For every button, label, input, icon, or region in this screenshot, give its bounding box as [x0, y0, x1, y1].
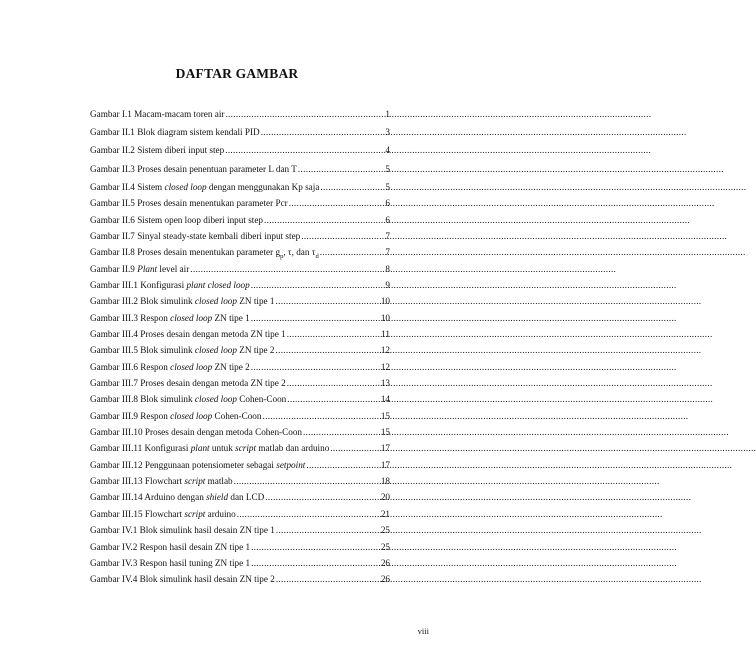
figure-entry-page: 9 [385, 279, 390, 290]
figure-entry [90, 196, 390, 210]
figure-entry-page: 21 [380, 508, 390, 519]
figure-entry-label: Gambar III.8 Blok simulink closed loop Cohen-Coon [90, 394, 287, 405]
dot-leader [190, 262, 384, 276]
dot-leader [265, 490, 380, 504]
figure-entry [90, 376, 390, 390]
figure-entry-page: 17 [380, 443, 390, 454]
figure-entry [90, 507, 390, 521]
figure-entry [90, 311, 390, 325]
figure-entry-page: 15 [380, 410, 390, 421]
dot-leader [287, 327, 380, 341]
figure-entry [90, 458, 390, 472]
figure-entry-label: Gambar III.4 Proses desain dengan metoda ZN tipe 1 [90, 328, 286, 339]
figure-entry-label: Gambar IV.1 Blok simulink hasil desain ZN tipe 1 [90, 525, 275, 536]
figure-entry [90, 490, 390, 504]
figure-entry-page: 11 [381, 328, 390, 339]
figure-entry-page: 15 [380, 427, 390, 438]
dot-leader [301, 229, 384, 243]
figure-entry [90, 572, 390, 586]
figure-entry-label: Gambar IV.4 Blok simulink hasil desain ZN tipe 2 [90, 574, 275, 585]
figure-entry [90, 409, 390, 423]
dot-leader [237, 507, 380, 521]
dot-leader [276, 294, 380, 308]
figure-entry-page: 7 [385, 247, 390, 258]
figure-entry [90, 229, 390, 243]
figure-entry-page: 26 [380, 557, 390, 568]
dot-leader [320, 180, 384, 194]
figure-entry-label: Gambar II.3 Proses desain penentuan parameter L dan T [90, 163, 297, 174]
figure-entry-label: Gambar IV.3 Respon hasil tuning ZN tipe 1 [90, 557, 251, 568]
figure-entry [90, 262, 390, 276]
figure-entry-page: 25 [380, 525, 390, 536]
figure-entry-page: 4 [385, 145, 390, 156]
dot-leader [276, 523, 380, 537]
figure-entry-label: Gambar III.1 Konfigurasi plant closed loop [90, 279, 250, 290]
figure-entry-label: Gambar II.6 Sistem open loop diberi input step [90, 214, 264, 225]
dot-leader [287, 376, 380, 390]
figure-entry-page: 10 [380, 296, 390, 307]
figure-entry-label: Gambar II.1 Blok diagram sistem kendali PID [90, 127, 260, 138]
figure-entry-page: 12 [380, 345, 390, 356]
figure-entry [90, 360, 390, 374]
figure-entry-label: Gambar III.9 Respon closed loop Cohen-Coon [90, 410, 262, 421]
figure-entry-page: 26 [380, 574, 390, 585]
figure-entry-page: 18 [380, 476, 390, 487]
figure-entry-page: 25 [380, 541, 390, 552]
figure-entry-page: 1 [385, 109, 390, 119]
figure-entry [90, 343, 390, 357]
dot-leader [330, 441, 380, 455]
figure-entry [90, 392, 390, 406]
figure-entry [90, 294, 390, 308]
dot-leader [225, 107, 384, 121]
dot-leader [276, 343, 380, 357]
figure-entry [90, 425, 390, 439]
figure-entry [90, 474, 390, 488]
figure-entry-label: Gambar III.5 Blok simulink closed loop ZN tipe 2 [90, 345, 275, 356]
figure-entry-label: Gambar IV.2 Respon hasil desain ZN tipe 1 [90, 541, 251, 552]
figure-entry-page: 6 [385, 214, 390, 225]
figure-entry-page: 7 [385, 230, 390, 241]
figure-entry-page: 3 [385, 127, 390, 138]
figure-entry-label: Gambar II.9 Plant level air [90, 263, 190, 274]
figure-entry-page: 12 [380, 361, 390, 372]
page-number: viii [417, 626, 429, 636]
dot-leader [276, 572, 380, 586]
figure-entry [90, 327, 390, 341]
figure-entry-page: 8 [385, 263, 390, 274]
dot-leader [303, 425, 380, 439]
dot-leader [264, 213, 384, 227]
figure-entry-label: Gambar II.2 Sistem diberi input step [90, 145, 225, 156]
figure-entry [90, 523, 390, 537]
figure-entry-label: Gambar III.3 Respon closed loop ZN tipe 1 [90, 312, 250, 323]
figure-entry [90, 245, 390, 259]
figure-entry-label: Gambar III.14 Arduino dengan shield dan LCD [90, 492, 265, 503]
figure-entry-page: 17 [380, 459, 390, 470]
figure-entry-label: Gambar II.7 Sinyal steady-state kembali diberi input step [90, 230, 301, 241]
dot-leader [289, 196, 385, 210]
figure-entry-page: 14 [380, 394, 390, 405]
figure-entry [90, 441, 390, 455]
figure-entry-label: Gambar II.5 Proses desain menentukan parameter Pcr [90, 198, 288, 209]
figure-entry-page: 10 [380, 312, 390, 323]
figure-entry-page: 6 [385, 198, 390, 209]
page-title: DAFTAR GAMBAR [175, 66, 299, 81]
figure-entry-label: Gambar III.2 Blok simulink closed loop ZN tipe 1 [90, 296, 275, 307]
figure-entry-label: Gambar II.8 Proses desain menentukan parameter $g_p$, τ, dan $\tau_d$ [90, 247, 319, 261]
figure-entry [90, 143, 390, 157]
figure-entry-label: Gambar III.6 Respon closed loop ZN tipe 2 [90, 361, 250, 372]
dot-leader [234, 474, 380, 488]
dot-leader [251, 311, 380, 325]
figure-entry-label: Gambar III.10 Proses desain dengan metoda Cohen-Coon [90, 427, 303, 438]
figure-entry-page: 13 [380, 378, 390, 388]
figure-entry-page: 5 [385, 181, 390, 192]
dot-leader [251, 556, 380, 570]
figure-entry-page: 5 [385, 163, 390, 174]
dot-leader [320, 245, 385, 259]
dot-leader [261, 125, 385, 139]
figure-entry [90, 556, 390, 570]
figure-entry [90, 162, 390, 176]
figure-entry-label: Gambar III.15 Flowchart script arduino [90, 508, 236, 519]
figure-entry-label: Gambar III.11 Konfigurasi plant untuk script matlab dan arduino [90, 443, 330, 454]
figure-entry [90, 213, 390, 227]
figure-entry-label: Gambar III.13 Flowchart script matlab [90, 476, 233, 487]
figure-entry [90, 180, 390, 194]
figure-entry [90, 540, 390, 554]
figure-entry [90, 107, 390, 121]
figure-entry [90, 278, 390, 292]
dot-leader [251, 278, 385, 292]
dot-leader [298, 162, 385, 176]
figure-entry-label: Gambar I.1 Macam-macam toren air [90, 109, 225, 119]
figure-entry-page: 20 [380, 492, 390, 503]
dot-leader [251, 540, 380, 554]
dot-leader [251, 360, 380, 374]
figure-entry-label: Gambar III.12 Penggunaan potensiometer sebagai setpoint [90, 459, 306, 470]
figure-entry [90, 125, 390, 139]
dot-leader [287, 392, 380, 406]
dot-leader [306, 458, 379, 472]
figure-entry-label: Gambar II.4 Sistem closed loop dengan menggunakan Kp saja [90, 181, 320, 192]
dot-leader [263, 409, 380, 423]
dot-leader [225, 143, 384, 157]
figure-entry-label: Gambar III.7 Proses desain dengan metoda ZN tipe 2 [90, 378, 286, 388]
